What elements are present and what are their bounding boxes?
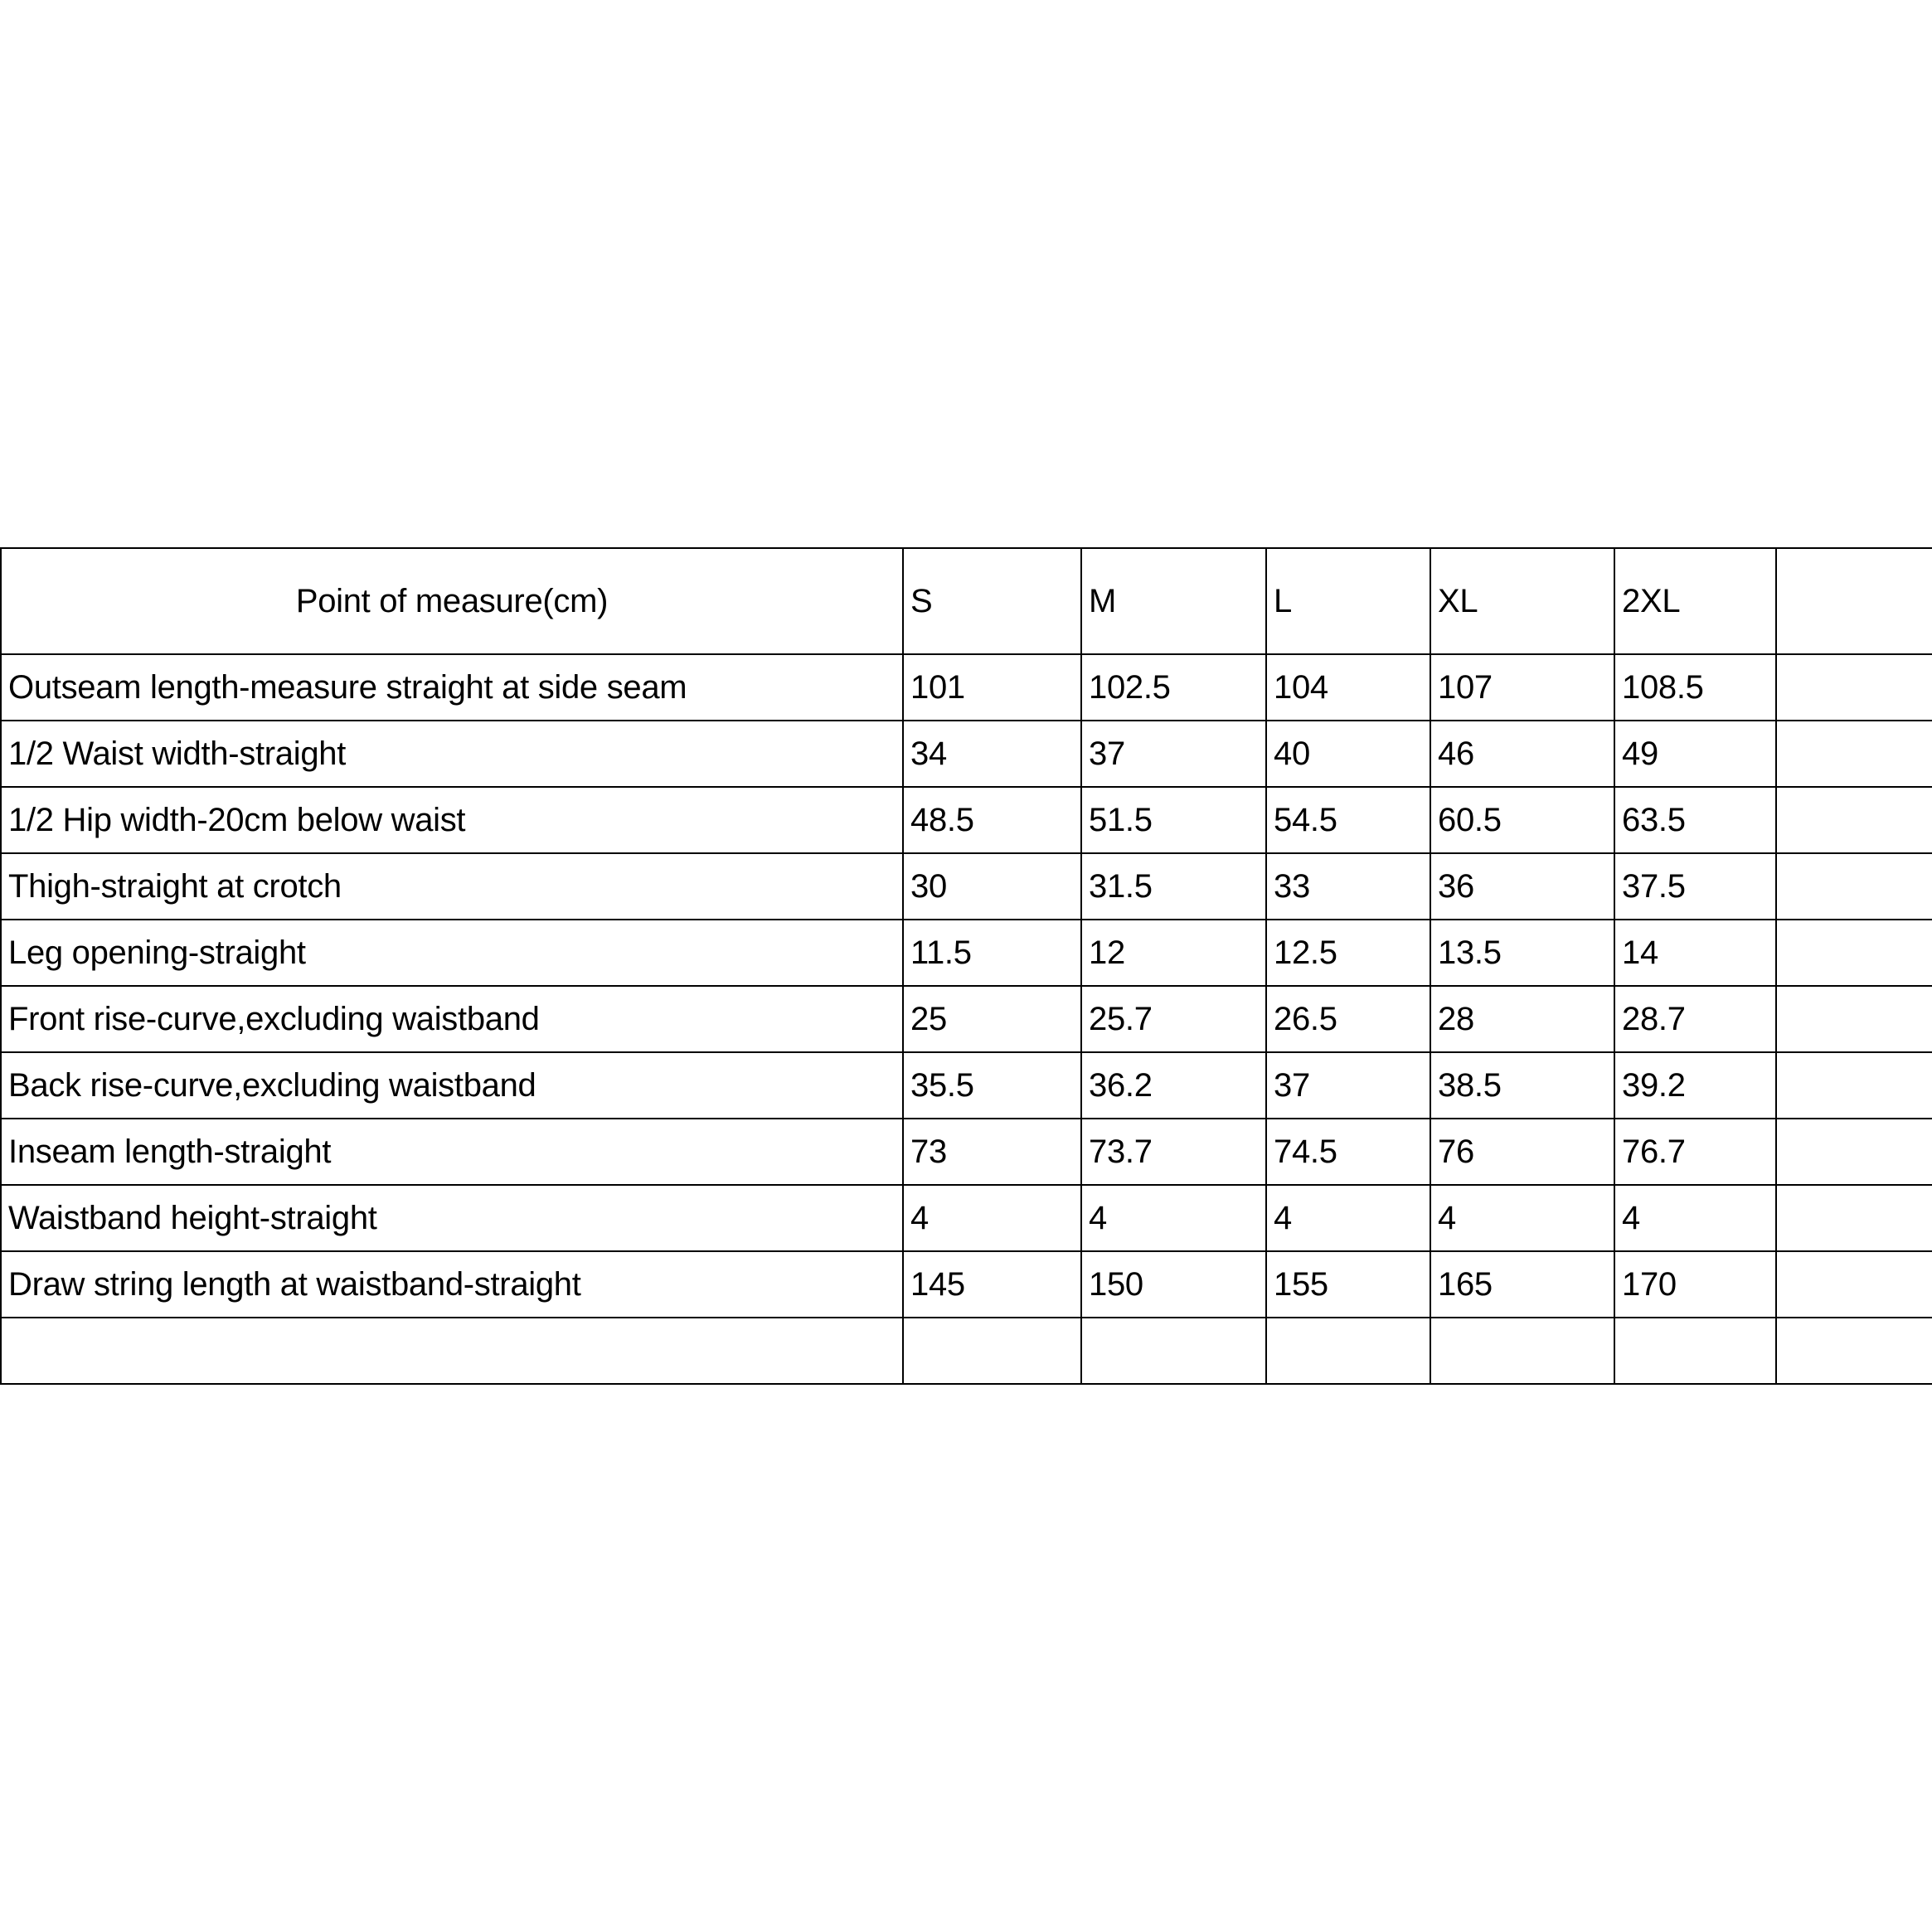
value-cell (1081, 1318, 1266, 1384)
value-cell: 107 (1430, 654, 1614, 721)
measure-label-cell: Back rise-curve,excluding waistband (1, 1052, 903, 1119)
value-cell (1776, 654, 1932, 721)
value-cell: 108.5 (1614, 654, 1776, 721)
size-header-2xl: 2XL (1614, 548, 1776, 654)
table-row (1, 920, 1932, 986)
value-cell: 33 (1266, 853, 1430, 920)
table-row (1, 1185, 1932, 1251)
value-cell: 31.5 (1081, 853, 1266, 920)
value-cell (903, 1318, 1081, 1384)
value-cell: 14 (1614, 920, 1776, 986)
value-cell: 34 (903, 721, 1081, 787)
size-header-m: M (1081, 548, 1266, 654)
table-row (1, 1119, 1932, 1185)
value-cell: 36 (1430, 853, 1614, 920)
table-row (1, 1251, 1932, 1318)
value-cell: 101 (903, 654, 1081, 721)
value-cell (1266, 1318, 1430, 1384)
table-row (1, 654, 1932, 721)
measure-label-cell: Outseam length-measure straight at side seam (1, 654, 903, 721)
value-cell: 48.5 (903, 787, 1081, 853)
value-cell: 4 (1266, 1185, 1430, 1251)
value-cell: 74.5 (1266, 1119, 1430, 1185)
size-header-xl: XL (1430, 548, 1614, 654)
value-cell (1776, 1052, 1932, 1119)
table-row (1, 853, 1932, 920)
value-cell: 60.5 (1430, 787, 1614, 853)
value-cell: 25 (903, 986, 1081, 1052)
measure-column-header: Point of measure(cm) (1, 548, 903, 654)
value-cell: 150 (1081, 1251, 1266, 1318)
value-cell (1776, 853, 1932, 920)
value-cell: 37.5 (1614, 853, 1776, 920)
value-cell: 37 (1266, 1052, 1430, 1119)
value-cell (1776, 920, 1932, 986)
value-cell (1776, 1185, 1932, 1251)
value-cell: 155 (1266, 1251, 1430, 1318)
value-cell: 28 (1430, 986, 1614, 1052)
value-cell: 12.5 (1266, 920, 1430, 986)
measure-label-cell: Front rise-curve,excluding waistband (1, 986, 903, 1052)
value-cell: 145 (903, 1251, 1081, 1318)
value-cell: 30 (903, 853, 1081, 920)
value-cell: 26.5 (1266, 986, 1430, 1052)
value-cell: 39.2 (1614, 1052, 1776, 1119)
value-cell (1776, 1119, 1932, 1185)
size-chart-table (0, 547, 1932, 1385)
measure-label-cell: Inseam length-straight (1, 1119, 903, 1185)
value-cell: 38.5 (1430, 1052, 1614, 1119)
value-cell: 35.5 (903, 1052, 1081, 1119)
size-header-s: S (903, 548, 1081, 654)
value-cell: 49 (1614, 721, 1776, 787)
value-cell: 104 (1266, 654, 1430, 721)
header-row (1, 548, 1932, 654)
value-cell: 4 (903, 1185, 1081, 1251)
value-cell: 12 (1081, 920, 1266, 986)
value-cell: 102.5 (1081, 654, 1266, 721)
size-chart-header (1, 548, 1932, 654)
measure-label-cell (1, 1318, 903, 1384)
value-cell: 76.7 (1614, 1119, 1776, 1185)
value-cell: 4 (1430, 1185, 1614, 1251)
size-header-empty (1776, 548, 1932, 654)
size-header-l: L (1266, 548, 1430, 654)
value-cell: 40 (1266, 721, 1430, 787)
value-cell: 11.5 (903, 920, 1081, 986)
value-cell (1614, 1318, 1776, 1384)
table-row (1, 1318, 1932, 1384)
value-cell: 54.5 (1266, 787, 1430, 853)
value-cell: 36.2 (1081, 1052, 1266, 1119)
value-cell (1776, 787, 1932, 853)
measure-label-cell: 1/2 Hip width-20cm below waist (1, 787, 903, 853)
table-row (1, 986, 1932, 1052)
value-cell: 37 (1081, 721, 1266, 787)
value-cell (1776, 1251, 1932, 1318)
value-cell: 73 (903, 1119, 1081, 1185)
value-cell: 4 (1614, 1185, 1776, 1251)
value-cell: 51.5 (1081, 787, 1266, 853)
value-cell: 46 (1430, 721, 1614, 787)
value-cell: 13.5 (1430, 920, 1614, 986)
value-cell: 170 (1614, 1251, 1776, 1318)
value-cell: 25.7 (1081, 986, 1266, 1052)
value-cell (1430, 1318, 1614, 1384)
measure-label-cell: Thigh-straight at crotch (1, 853, 903, 920)
value-cell: 63.5 (1614, 787, 1776, 853)
table-row (1, 721, 1932, 787)
value-cell: 76 (1430, 1119, 1614, 1185)
value-cell (1776, 986, 1932, 1052)
size-chart-body (1, 654, 1932, 1384)
value-cell: 28.7 (1614, 986, 1776, 1052)
measure-label-cell: Waistband height-straight (1, 1185, 903, 1251)
value-cell (1776, 721, 1932, 787)
table-row (1, 787, 1932, 853)
value-cell: 73.7 (1081, 1119, 1266, 1185)
value-cell: 165 (1430, 1251, 1614, 1318)
value-cell (1776, 1318, 1932, 1384)
measure-label-cell: 1/2 Waist width-straight (1, 721, 903, 787)
value-cell: 4 (1081, 1185, 1266, 1251)
measure-label-cell: Draw string length at waistband-straight (1, 1251, 903, 1318)
table-row (1, 1052, 1932, 1119)
measure-label-cell: Leg opening-straight (1, 920, 903, 986)
